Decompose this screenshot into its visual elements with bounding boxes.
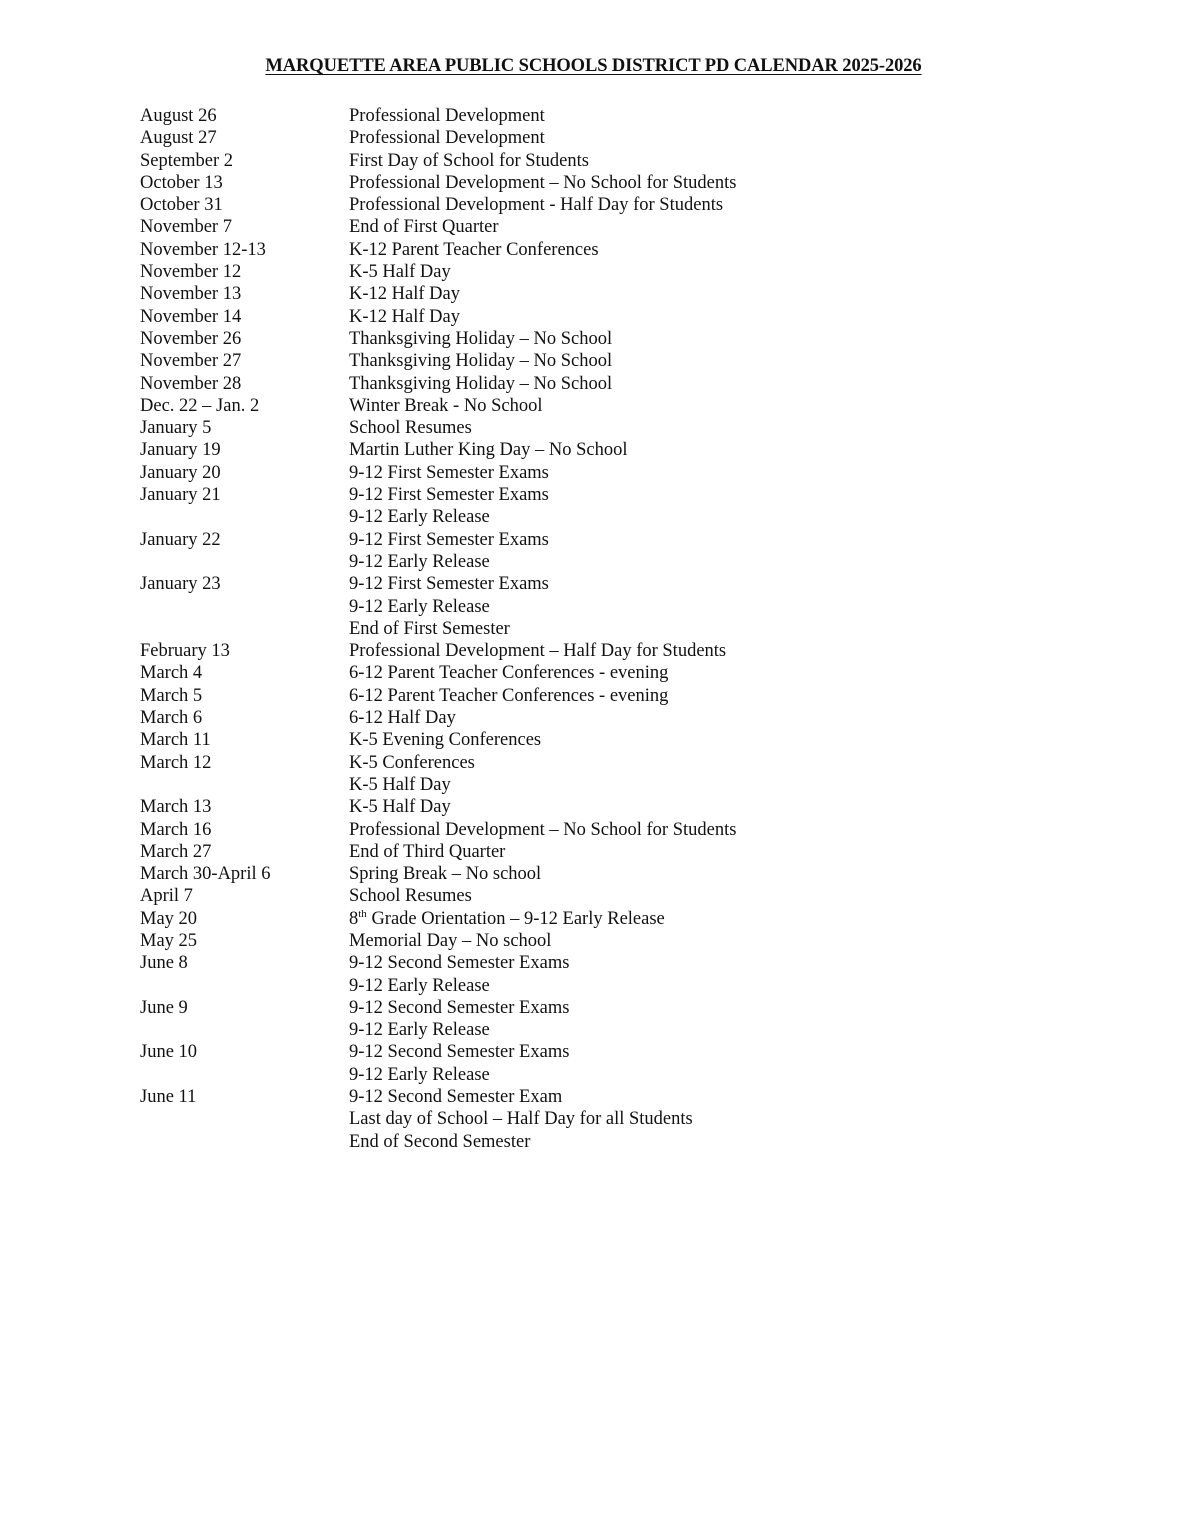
entry-date: November 28 [140, 373, 242, 394]
entry-events [349, 105, 545, 127]
entry-date: November 12-13 [140, 239, 266, 260]
calendar-entry [140, 1086, 736, 1153]
entry-date: March 30-April 6 [140, 864, 271, 885]
event-description: 9-12 Early Release [349, 551, 490, 572]
entry-events [349, 729, 541, 751]
entry-date: November 12 [140, 262, 242, 283]
event-description: 9-12 Second Semester Exam [349, 1087, 563, 1108]
entry-date: June 10 [140, 1042, 198, 1063]
event-description: End of First Quarter [349, 217, 499, 238]
entry-date: January 22 [140, 529, 221, 550]
calendar-entry [140, 997, 736, 1042]
entry-date: April 7 [140, 886, 193, 907]
calendar-entry [140, 819, 736, 841]
event-description: 9-12 Early Release [349, 975, 490, 996]
entry-date: January 20 [140, 462, 221, 483]
entry-events [349, 685, 668, 707]
entry-date: March 11 [140, 730, 211, 751]
event-description: 9-12 Second Semester Exams [349, 953, 570, 974]
event-description: 6-12 Parent Teacher Conferences - evening [349, 685, 669, 706]
calendar-entry [140, 395, 736, 417]
event-description: K-5 Half Day [349, 262, 451, 283]
event-description: End of First Semester [349, 618, 510, 639]
entry-events [349, 930, 551, 952]
calendar-entry [140, 417, 736, 439]
event-description: Professional Development [349, 106, 545, 126]
event-description: School Resumes [349, 418, 472, 439]
calendar-entry [140, 752, 736, 797]
entry-date: October 31 [140, 195, 223, 216]
entry-events [349, 216, 499, 238]
calendar-entry [140, 729, 736, 751]
entry-date: March 6 [140, 708, 203, 729]
event-description: Thanksgiving Holiday – No School [349, 373, 613, 394]
event-description: K-5 Half Day [349, 797, 451, 818]
entry-events [349, 306, 460, 328]
entry-events [349, 841, 505, 863]
entry-events [349, 484, 549, 529]
calendar-entry [140, 373, 736, 395]
entry-events [349, 752, 475, 797]
calendar-entry [140, 573, 736, 640]
event-description: Professional Development – No School for Students [349, 819, 737, 840]
entry-events [349, 261, 451, 283]
calendar-entry [140, 216, 736, 238]
entry-date: August 26 [140, 106, 217, 126]
calendar-entry [140, 863, 736, 885]
event-description: 9-12 Early Release [349, 1020, 490, 1041]
calendar-entry [140, 952, 736, 997]
calendar-entry [140, 885, 736, 907]
entry-events [349, 395, 542, 417]
calendar-entry [140, 105, 736, 127]
entry-events [349, 819, 736, 841]
entry-date: November 27 [140, 351, 242, 372]
event-description: End of Third Quarter [349, 841, 506, 862]
event-description: Memorial Day – No school [349, 930, 552, 951]
entry-events [349, 417, 472, 439]
event-description: Professional Development – No School for Students [349, 172, 737, 193]
event-description: 9-12 Early Release [349, 507, 490, 528]
event-description: Professional Development - Half Day for Students [349, 195, 724, 216]
calendar-entry [140, 306, 736, 328]
calendar-list [140, 105, 736, 1153]
entry-date: March 13 [140, 797, 212, 818]
event-description: 9-12 First Semester Exams [349, 529, 549, 550]
event-description: School Resumes [349, 886, 472, 907]
event-description: 9-12 Second Semester Exams [349, 1042, 570, 1063]
calendar-entry [140, 283, 736, 305]
entry-events [349, 373, 612, 395]
event-description: 9-12 Early Release [349, 596, 490, 617]
entry-events [349, 952, 569, 997]
entry-date: January 23 [140, 574, 221, 595]
event-description: K-5 Evening Conferences [349, 730, 542, 751]
entry-date: Dec. 22 – Jan. 2 [140, 395, 260, 416]
event-description: 9-12 First Semester Exams [349, 574, 549, 595]
entry-date: February 13 [140, 641, 230, 662]
entry-date: November 7 [140, 217, 232, 238]
entry-events [349, 908, 665, 930]
calendar-entry [140, 908, 736, 930]
event-description: K-5 Conferences [349, 752, 475, 773]
entry-events [349, 885, 472, 907]
event-description: 9-12 Early Release [349, 1064, 490, 1085]
calendar-entry [140, 1041, 736, 1086]
event-description: 6-12 Parent Teacher Conferences - evening [349, 663, 669, 684]
entry-events [349, 1041, 569, 1086]
calendar-entry [140, 350, 736, 372]
entry-date: March 27 [140, 841, 212, 862]
entry-date: November 26 [140, 328, 242, 349]
entry-events [349, 172, 736, 194]
document-title: MARQUETTE AREA PUBLIC SCHOOLS DISTRICT PD CALENDAR 2025-2026 [265, 56, 922, 76]
entry-date: August 27 [140, 128, 217, 149]
event-description: 9-12 First Semester Exams [349, 485, 549, 506]
entry-date: May 25 [140, 930, 198, 951]
event-description: Professional Development – Half Day for Students [349, 641, 727, 662]
calendar-entry [140, 261, 736, 283]
entry-events [349, 283, 460, 305]
entry-date: January 5 [140, 418, 212, 439]
calendar-entry [140, 150, 736, 172]
entry-events [349, 439, 628, 461]
entry-events [349, 573, 549, 640]
event-description: 9-12 Second Semester Exams [349, 997, 570, 1018]
event-description: K-5 Half Day [349, 774, 451, 795]
calendar-entry [140, 930, 736, 952]
event-description: Martin Luther King Day – No School [349, 440, 628, 461]
entry-events [349, 350, 612, 372]
event-description: K-12 Parent Teacher Conferences [349, 239, 599, 260]
entry-events [349, 127, 545, 149]
calendar-entry [140, 194, 736, 216]
calendar-entry [140, 662, 736, 684]
event-description: Winter Break - No School [349, 395, 543, 416]
event-description: Thanksgiving Holiday – No School [349, 328, 613, 349]
event-description: Thanksgiving Holiday – No School [349, 351, 613, 372]
entry-date: June 11 [140, 1087, 197, 1108]
entry-date: June 8 [140, 953, 188, 974]
calendar-entry [140, 685, 736, 707]
calendar-entry [140, 239, 736, 261]
entry-events [349, 239, 599, 261]
entry-date: November 14 [140, 306, 242, 327]
calendar-entry [140, 484, 736, 529]
entry-events [349, 529, 549, 574]
event-description: First Day of School for Students [349, 150, 589, 171]
entry-date: November 13 [140, 284, 242, 305]
calendar-entry [140, 796, 736, 818]
calendar-entry [140, 328, 736, 350]
entry-events [349, 194, 723, 216]
entry-date: September 2 [140, 150, 233, 171]
event-description: 6-12 Half Day [349, 708, 456, 729]
entry-date: June 9 [140, 997, 188, 1018]
event-description: Spring Break – No school [349, 864, 542, 885]
entry-date: October 13 [140, 172, 223, 193]
calendar-entry [140, 841, 736, 863]
entry-events [349, 328, 612, 350]
event-description: K-12 Half Day [349, 306, 460, 327]
calendar-entry [140, 707, 736, 729]
entry-date: May 20 [140, 908, 198, 929]
entry-events [349, 662, 668, 684]
entry-date: March 5 [140, 685, 203, 706]
entry-events [349, 150, 589, 172]
entry-date: March 12 [140, 752, 212, 773]
entry-date: March 16 [140, 819, 212, 840]
event-description: Last day of School – Half Day for all Students [349, 1109, 693, 1130]
event-description: 9-12 First Semester Exams [349, 462, 549, 483]
entry-date: January 21 [140, 485, 221, 506]
entry-events [349, 462, 549, 484]
entry-events [349, 640, 726, 662]
calendar-entry [140, 439, 736, 461]
event-description: Professional Development [349, 128, 545, 149]
entry-date: March 4 [140, 663, 203, 684]
entry-events [349, 1086, 693, 1153]
entry-events [349, 997, 569, 1042]
calendar-entry [140, 640, 736, 662]
entry-events [349, 707, 456, 729]
calendar-entry [140, 127, 736, 149]
entry-events [349, 796, 451, 818]
event-description: End of Second Semester [349, 1131, 531, 1152]
event-description: K-12 Half Day [349, 284, 460, 305]
entry-date: January 19 [140, 440, 221, 461]
calendar-entry [140, 172, 736, 194]
event-description: 8th Grade Orientation – 9-12 Early Release [349, 907, 665, 929]
calendar-entry [140, 529, 736, 574]
calendar-entry [140, 462, 736, 484]
entry-events [349, 863, 541, 885]
